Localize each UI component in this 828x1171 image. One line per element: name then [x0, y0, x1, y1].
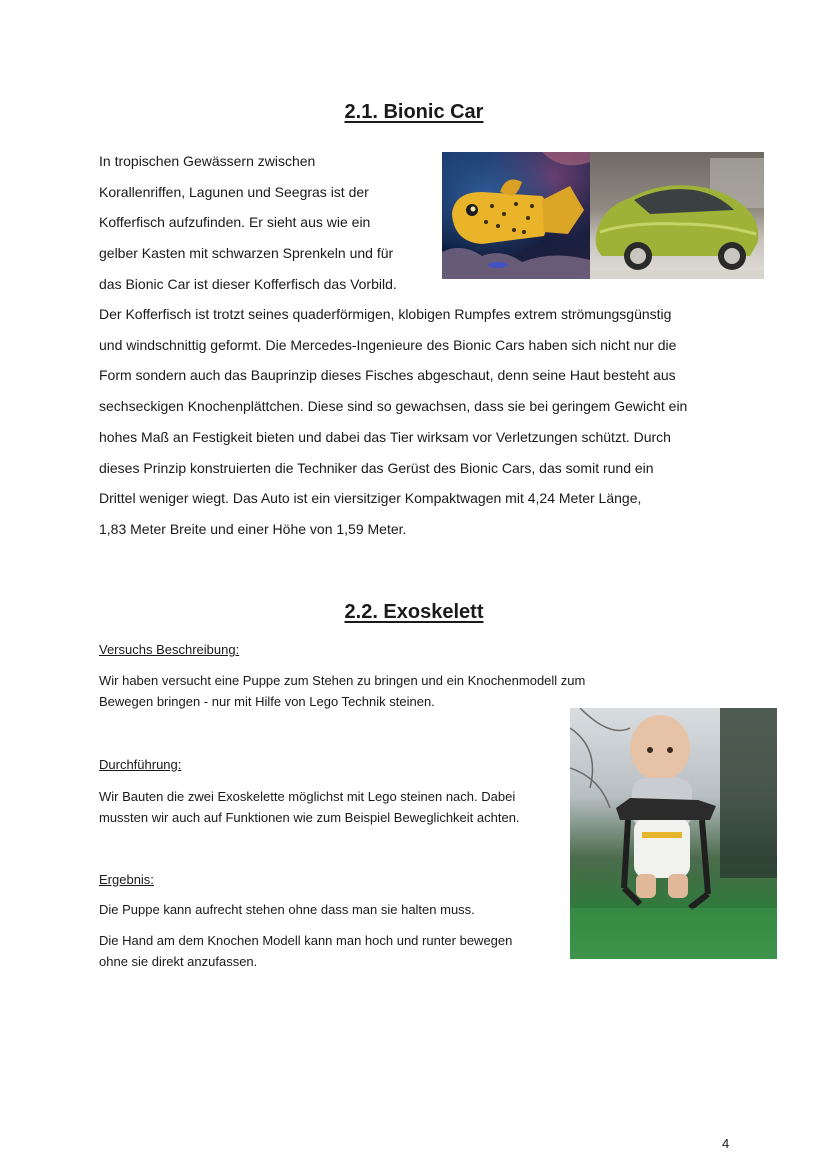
result-text-2 — [99, 930, 512, 972]
text-line: ohne sie direkt anzufassen. — [99, 954, 258, 969]
text-line: Die Hand am dem Knochen Modell kann man hoch und runter bewegen — [99, 933, 513, 948]
text-line: das Bionic Car ist dieser Kofferfisch das Vorbild. — [99, 275, 397, 292]
text-line: Form sondern auch das Bauprinzip dieses Fisches abgeschaut, denn seine Haut besteht aus — [99, 367, 676, 384]
section-heading-bionic-car: 2.1. Bionic Car — [344, 101, 484, 123]
procedure-text — [99, 786, 520, 828]
text-line: dieses Prinzip konstruierten die Techniker das Gerüst des Bionic Cars, das somit rund ein — [99, 459, 654, 476]
text-line: und windschnittig geformt. Die Mercedes-Ingenieure des Bionic Cars haben sich nicht nur die — [99, 336, 677, 353]
result-label: Ergebnis: — [99, 872, 154, 887]
text-line: Korallenriffen, Lagunen und Seegras ist der — [99, 183, 369, 200]
text-line: gelber Kasten mit schwarzen Sprenkeln und für — [99, 245, 394, 262]
text-line: Bewegen bringen - nur mit Hilfe von Lego Technik steinen. — [99, 694, 435, 709]
text-line: Wir Bauten die zwei Exoskelette möglichst mit Lego steinen nach. Dabei — [99, 789, 516, 804]
text-line: Drittel weniger wiegt. Das Auto ist ein viersitziger Kompaktwagen mit 4,24 Meter Länge, — [99, 490, 642, 507]
section-heading-exoskelett: 2.2. Exoskelett — [344, 601, 484, 623]
text-line: mussten wir auch auf Funktionen wie zum Beispiel Beweglichkeit achten. — [99, 810, 520, 825]
text-line: 1,83 Meter Breite und einer Höhe von 1,59 Meter. — [99, 520, 407, 537]
procedure-label: Durchführung: — [99, 757, 182, 772]
description-label: Versuchs Beschreibung: — [99, 642, 240, 657]
doll-exoskeleton-photo — [570, 708, 777, 959]
text-line: Die Puppe kann aufrecht stehen ohne dass man sie halten muss. — [99, 902, 475, 917]
description-text — [99, 670, 585, 712]
text-line: Wir haben versucht eine Puppe zum Stehen zu bringen und ein Knochenmodell zum — [99, 673, 586, 688]
bionic-car-photo — [590, 152, 764, 279]
text-line: Der Kofferfisch ist trotzt seines quaderförmigen, klobigen Rumpfes extrem strömungsgünstig — [99, 306, 672, 322]
bionic-car-intro — [99, 146, 424, 300]
text-line: hohes Maß an Festigkeit bieten und dabei das Tier wirksam vor Verletzungen schützt. Durch — [99, 428, 671, 445]
boxfish-photo — [442, 152, 590, 279]
text-line: In tropischen Gewässern zwischen — [99, 153, 316, 169]
page-number: 4 — [722, 1136, 730, 1151]
bionic-car-body — [99, 299, 739, 545]
result-text-1 — [99, 899, 475, 920]
text-line: sechseckigen Knochenplättchen. Diese sind so gewachsen, dass sie bei geringem Gewicht ein — [99, 398, 688, 415]
text-line: Kofferfisch aufzufinden. Er sieht aus wie ein — [99, 214, 371, 231]
